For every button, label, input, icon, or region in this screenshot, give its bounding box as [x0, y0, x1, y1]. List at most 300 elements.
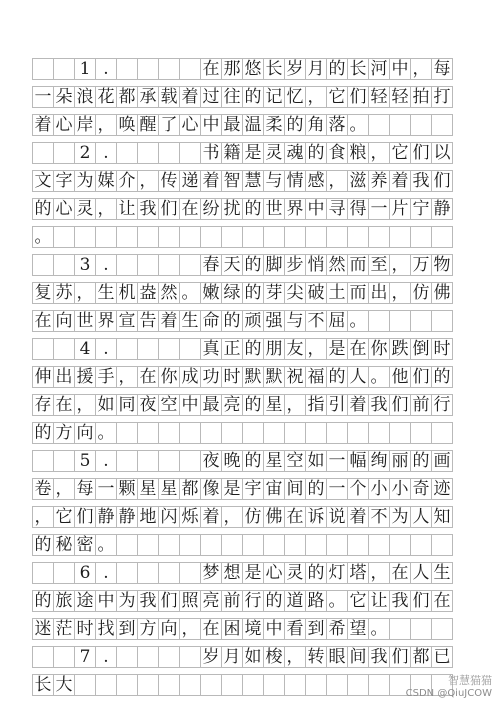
grid-cell — [116, 674, 138, 696]
grid-cell — [32, 450, 54, 472]
grid-cell — [116, 58, 138, 80]
grid-cell: 道 — [284, 590, 306, 612]
grid-cell: 援 — [74, 366, 96, 388]
grid-cell: 前 — [410, 394, 432, 416]
grid-cell: 到 — [305, 618, 327, 640]
grid-cell — [263, 226, 285, 248]
grid-cell: 岸 — [74, 114, 96, 136]
grid-cell: 幅 — [347, 450, 369, 472]
grid-cell: 中 — [305, 198, 327, 220]
grid-cell: 地 — [137, 506, 159, 528]
grid-cell: 为 — [389, 506, 411, 528]
grid-cell: 静 — [95, 506, 117, 528]
grid-row — [32, 590, 472, 612]
grid-cell — [389, 114, 411, 136]
grid-cell: 生 — [431, 562, 453, 584]
grid-cell: 向 — [74, 422, 96, 444]
grid-cell: 纷 — [200, 198, 222, 220]
grid-cell — [284, 226, 306, 248]
grid-cell: 浪 — [74, 86, 96, 108]
grid-cell: . — [95, 338, 117, 360]
grid-cell — [116, 226, 138, 248]
grid-cell — [53, 646, 75, 668]
grid-cell: 以 — [431, 142, 453, 164]
grid-cell: 绿 — [221, 282, 243, 304]
grid-cell: 如 — [95, 394, 117, 416]
grid-cell — [200, 534, 222, 556]
grid-cell: ， — [389, 282, 411, 304]
grid-cell: 心 — [263, 562, 285, 584]
grid-cell: 的 — [242, 282, 264, 304]
grid-cell: 。 — [179, 282, 201, 304]
grid-cell: 的 — [284, 114, 306, 136]
grid-cell: 与 — [284, 310, 306, 332]
grid-cell: 的 — [32, 422, 54, 444]
grid-cell — [179, 338, 201, 360]
grid-cell — [158, 422, 180, 444]
grid-cell: 望 — [347, 618, 369, 640]
grid-cell: 步 — [284, 254, 306, 276]
grid-cell: ， — [284, 394, 306, 416]
grid-cell — [116, 646, 138, 668]
grid-cell — [137, 254, 159, 276]
grid-cell: 迹 — [431, 478, 453, 500]
grid-cell: 秘 — [53, 534, 75, 556]
grid-cell — [431, 114, 453, 136]
grid-cell: 中 — [263, 618, 285, 640]
grid-cell: 心 — [53, 114, 75, 136]
grid-row — [32, 338, 472, 360]
grid-cell — [431, 422, 453, 444]
grid-cell: 空 — [284, 450, 306, 472]
grid-cell: 字 — [53, 170, 75, 192]
grid-cell: 尖 — [284, 282, 306, 304]
grid-cell — [116, 422, 138, 444]
grid-cell: 食 — [326, 142, 348, 164]
grid-cell: 。 — [368, 618, 390, 640]
grid-cell: 一 — [32, 86, 54, 108]
grid-cell — [431, 534, 453, 556]
grid-cell — [347, 674, 369, 696]
grid-cell: 拍 — [410, 86, 432, 108]
grid-cell: ， — [284, 646, 306, 668]
grid-cell: ， — [305, 338, 327, 360]
grid-cell: 让 — [116, 198, 138, 220]
grid-cell: 大 — [53, 674, 75, 696]
grid-cell: 载 — [158, 86, 180, 108]
grid-row — [32, 562, 472, 584]
grid-cell: ， — [389, 254, 411, 276]
grid-cell — [263, 674, 285, 696]
grid-cell: 它 — [347, 590, 369, 612]
grid-cell: 中 — [389, 58, 411, 80]
grid-cell: 时 — [74, 618, 96, 640]
grid-cell: 们 — [389, 394, 411, 416]
grid-cell — [368, 674, 390, 696]
grid-cell: 间 — [347, 646, 369, 668]
watermark-source: CSDN @QiuJCOW — [405, 688, 492, 699]
grid-row — [32, 226, 472, 248]
grid-cell — [347, 226, 369, 248]
grid-cell: 闪 — [158, 506, 180, 528]
grid-cell: 花 — [95, 86, 117, 108]
grid-cell: 顽 — [242, 310, 264, 332]
grid-cell: 们 — [158, 590, 180, 612]
grid-cell — [410, 534, 432, 556]
grid-cell: 烁 — [179, 506, 201, 528]
grid-cell — [158, 338, 180, 360]
grid-cell: . — [95, 562, 117, 584]
grid-cell: 宙 — [263, 478, 285, 500]
grid-cell: 方 — [137, 618, 159, 640]
grid-cell — [305, 534, 327, 556]
grid-cell: 茫 — [53, 618, 75, 640]
grid-cell: 轻 — [389, 86, 411, 108]
grid-cell: 亮 — [200, 590, 222, 612]
grid-cell — [263, 534, 285, 556]
grid-cell — [305, 674, 327, 696]
grid-cell: 他 — [389, 366, 411, 388]
grid-cell: 夜 — [137, 394, 159, 416]
grid-cell: 土 — [326, 282, 348, 304]
grid-cell: 们 — [410, 142, 432, 164]
grid-cell: 想 — [221, 562, 243, 584]
grid-cell: 朋 — [263, 338, 285, 360]
grid-cell: 们 — [410, 366, 432, 388]
grid-cell: 宁 — [410, 198, 432, 220]
grid-cell: 芽 — [263, 282, 285, 304]
grid-cell: 境 — [242, 618, 264, 640]
grid-row — [32, 618, 472, 640]
grid-cell — [116, 534, 138, 556]
watermark-brand: 智慧猫猫 — [448, 674, 492, 687]
grid-cell: 人 — [410, 506, 432, 528]
grid-cell: 长 — [347, 58, 369, 80]
grid-cell: 为 — [74, 170, 96, 192]
grid-cell: 的 — [242, 86, 264, 108]
grid-cell: 是 — [242, 562, 264, 584]
grid-cell — [410, 422, 432, 444]
grid-cell: 每 — [74, 478, 96, 500]
grid-cell: 魂 — [284, 142, 306, 164]
grid-cell — [200, 674, 222, 696]
grid-cell: 你 — [368, 338, 390, 360]
grid-cell: 界 — [284, 198, 306, 220]
grid-cell: 友 — [284, 338, 306, 360]
grid-cell — [242, 674, 264, 696]
grid-cell: 。 — [326, 590, 348, 612]
grid-cell — [179, 254, 201, 276]
grid-cell: 画 — [431, 450, 453, 472]
grid-cell: 的 — [431, 366, 453, 388]
grid-row — [32, 198, 472, 220]
grid-cell: . — [95, 254, 117, 276]
grid-cell: 苏 — [53, 282, 75, 304]
grid-row — [32, 282, 472, 304]
grid-cell — [32, 646, 54, 668]
grid-cell: 知 — [431, 506, 453, 528]
grid-cell: 破 — [305, 282, 327, 304]
grid-cell: 唤 — [116, 114, 138, 136]
grid-cell: 递 — [179, 170, 201, 192]
grid-cell: 着 — [32, 114, 54, 136]
grid-cell — [242, 422, 264, 444]
grid-cell: 星 — [137, 478, 159, 500]
grid-cell: 密 — [74, 534, 96, 556]
grid-cell — [368, 310, 390, 332]
grid-cell: 困 — [221, 618, 243, 640]
grid-cell: 着 — [179, 86, 201, 108]
grid-cell: ， — [53, 478, 75, 500]
grid-cell — [32, 338, 54, 360]
grid-cell: 片 — [389, 198, 411, 220]
grid-cell — [74, 226, 96, 248]
grid-cell: 智 — [221, 170, 243, 192]
grid-cell: 说 — [326, 506, 348, 528]
grid-row — [32, 534, 472, 556]
grid-cell: 它 — [326, 86, 348, 108]
grid-cell: 的 — [326, 366, 348, 388]
grid-cell: 。 — [32, 226, 54, 248]
grid-cell: ， — [32, 506, 54, 528]
grid-cell: 们 — [389, 646, 411, 668]
grid-cell: 传 — [158, 170, 180, 192]
grid-cell: 我 — [410, 170, 432, 192]
grid-cell — [137, 450, 159, 472]
grid-cell: 一 — [326, 478, 348, 500]
grid-cell — [221, 534, 243, 556]
grid-cell — [242, 534, 264, 556]
grid-cell: 4 — [74, 338, 96, 360]
grid-cell — [179, 422, 201, 444]
grid-cell: 物 — [431, 254, 453, 276]
grid-cell: 伸 — [32, 366, 54, 388]
grid-cell — [431, 226, 453, 248]
grid-cell: 在 — [200, 58, 222, 80]
grid-cell: ， — [95, 198, 117, 220]
grid-cell — [158, 534, 180, 556]
grid-cell: 行 — [242, 590, 264, 612]
grid-row — [32, 58, 472, 80]
grid-cell — [284, 422, 306, 444]
grid-cell — [53, 58, 75, 80]
grid-cell: 粮 — [347, 142, 369, 164]
grid-cell: 跌 — [389, 338, 411, 360]
grid-cell: ， — [305, 86, 327, 108]
grid-row — [32, 394, 472, 416]
grid-cell: 转 — [305, 646, 327, 668]
grid-cell: 福 — [305, 366, 327, 388]
grid-cell: 灯 — [326, 562, 348, 584]
grid-cell — [179, 562, 201, 584]
grid-cell — [179, 58, 201, 80]
grid-cell: 着 — [347, 394, 369, 416]
grid-cell — [263, 422, 285, 444]
grid-cell: 生 — [179, 310, 201, 332]
grid-cell — [284, 534, 306, 556]
grid-cell: 悠 — [242, 58, 264, 80]
grid-cell: 前 — [221, 590, 243, 612]
grid-cell: . — [95, 450, 117, 472]
grid-cell: 在 — [431, 590, 453, 612]
grid-cell: 的 — [242, 394, 264, 416]
grid-cell — [158, 226, 180, 248]
grid-cell: ， — [368, 562, 390, 584]
grid-cell: 默 — [242, 366, 264, 388]
grid-cell: 指 — [305, 394, 327, 416]
grid-cell: ， — [95, 114, 117, 136]
grid-cell: 界 — [95, 310, 117, 332]
grid-row — [32, 506, 472, 528]
grid-cell — [158, 646, 180, 668]
grid-cell: 都 — [410, 646, 432, 668]
grid-cell: 的 — [242, 450, 264, 472]
grid-cell: 复 — [32, 282, 54, 304]
grid-cell: 出 — [368, 282, 390, 304]
grid-cell: 的 — [263, 590, 285, 612]
grid-cell — [158, 58, 180, 80]
grid-cell: 真 — [200, 338, 222, 360]
grid-cell: 心 — [179, 114, 201, 136]
grid-cell: 像 — [200, 478, 222, 500]
grid-cell: 养 — [368, 170, 390, 192]
grid-cell — [305, 422, 327, 444]
grid-cell: 我 — [368, 394, 390, 416]
grid-cell: 记 — [263, 86, 285, 108]
grid-cell: 我 — [137, 590, 159, 612]
grid-cell: 卷 — [32, 478, 54, 500]
grid-cell: 落 — [326, 114, 348, 136]
grid-cell — [389, 534, 411, 556]
grid-cell: 成 — [179, 366, 201, 388]
grid-cell: 一 — [326, 450, 348, 472]
grid-cell — [137, 646, 159, 668]
grid-cell: . — [95, 646, 117, 668]
grid-cell: 静 — [116, 506, 138, 528]
grid-cell: 在 — [389, 562, 411, 584]
grid-cell — [116, 338, 138, 360]
grid-cell: 的 — [221, 310, 243, 332]
grid-cell: 默 — [263, 366, 285, 388]
grid-cell: 不 — [368, 506, 390, 528]
grid-cell — [200, 422, 222, 444]
grid-cell: 脚 — [263, 254, 285, 276]
grid-cell: 过 — [200, 86, 222, 108]
grid-cell: 静 — [431, 198, 453, 220]
grid-cell: ， — [74, 394, 96, 416]
grid-cell: 7 — [74, 646, 96, 668]
grid-cell — [410, 618, 432, 640]
grid-cell: 为 — [116, 590, 138, 612]
grid-cell: 照 — [179, 590, 201, 612]
grid-cell: 星 — [263, 394, 285, 416]
grid-cell — [116, 562, 138, 584]
grid-row — [32, 478, 472, 500]
grid-cell: 情 — [284, 170, 306, 192]
grid-cell: 空 — [158, 394, 180, 416]
grid-cell — [53, 338, 75, 360]
grid-cell: 灵 — [284, 562, 306, 584]
grid-cell: 旅 — [53, 590, 75, 612]
grid-cell — [200, 226, 222, 248]
grid-cell — [32, 562, 54, 584]
grid-cell: 悄 — [305, 254, 327, 276]
grid-cell: 人 — [347, 366, 369, 388]
grid-cell: 着 — [347, 506, 369, 528]
grid-cell — [158, 450, 180, 472]
grid-cell: 书 — [200, 142, 222, 164]
grid-cell: 月 — [305, 58, 327, 80]
grid-cell: 时 — [431, 338, 453, 360]
grid-cell: 命 — [200, 310, 222, 332]
grid-cell: 寻 — [326, 198, 348, 220]
grid-cell: 2 — [74, 142, 96, 164]
grid-cell: 慧 — [242, 170, 264, 192]
grid-cell: 小 — [389, 478, 411, 500]
grid-cell — [368, 114, 390, 136]
grid-cell: 的 — [305, 478, 327, 500]
grid-cell: 世 — [74, 310, 96, 332]
grid-cell — [32, 142, 54, 164]
grid-cell — [158, 562, 180, 584]
grid-cell: 在 — [200, 618, 222, 640]
grid-cell — [221, 226, 243, 248]
grid-cell — [326, 534, 348, 556]
grid-cell: 长 — [32, 674, 54, 696]
grid-cell: 佛 — [431, 282, 453, 304]
grid-cell: 星 — [263, 450, 285, 472]
grid-row — [32, 310, 472, 332]
grid-cell: 1 — [74, 58, 96, 80]
grid-cell: 让 — [368, 590, 390, 612]
grid-cell: ， — [74, 282, 96, 304]
grid-cell — [389, 422, 411, 444]
grid-cell: 而 — [347, 282, 369, 304]
grid-cell: 最 — [221, 114, 243, 136]
grid-cell — [410, 114, 432, 136]
grid-cell: 行 — [431, 394, 453, 416]
grid-cell: 天 — [221, 254, 243, 276]
grid-cell — [137, 142, 159, 164]
grid-cell — [137, 226, 159, 248]
grid-cell: 。 — [95, 534, 117, 556]
grid-cell: . — [95, 142, 117, 164]
grid-cell: 倒 — [410, 338, 432, 360]
grid-cell — [347, 422, 369, 444]
grid-cell: 着 — [389, 170, 411, 192]
grid-cell: 我 — [137, 198, 159, 220]
grid-cell: 手 — [95, 366, 117, 388]
grid-cell: 绚 — [368, 450, 390, 472]
grid-row — [32, 422, 472, 444]
grid-cell: 们 — [347, 86, 369, 108]
grid-cell: 塔 — [347, 562, 369, 584]
grid-cell: ， — [368, 142, 390, 164]
grid-cell: 佛 — [263, 506, 285, 528]
grid-cell: 往 — [221, 86, 243, 108]
grid-cell: 颗 — [116, 478, 138, 500]
grid-row — [32, 142, 472, 164]
grid-cell: 籍 — [221, 142, 243, 164]
grid-cell: 梭 — [263, 646, 285, 668]
grid-cell — [179, 450, 201, 472]
grid-cell: 最 — [200, 394, 222, 416]
grid-cell — [53, 450, 75, 472]
grid-cell: 扰 — [221, 198, 243, 220]
grid-cell: 是 — [326, 338, 348, 360]
grid-cell: 的 — [305, 562, 327, 584]
grid-cell — [53, 562, 75, 584]
